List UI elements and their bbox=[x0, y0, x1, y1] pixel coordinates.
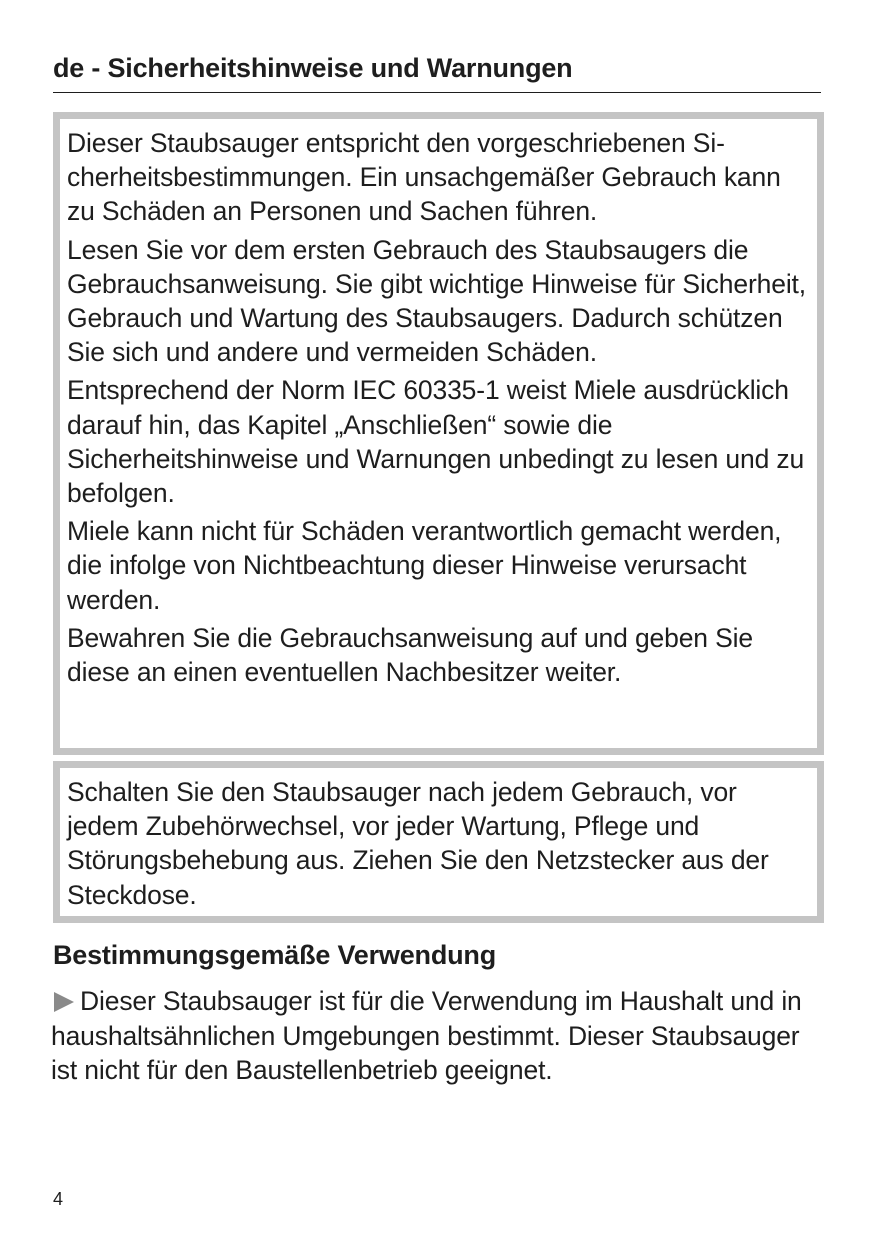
warning-paragraph: Bewahren Sie die Gebrauchsanweisung auf und geben Sie diese an einen eventuellen Nachbesitzer weiter. bbox=[67, 622, 753, 688]
warning-paragraph: Dieser Staubsauger entspricht den vorgeschriebenen Sicherheitsbestimmungen. Ein unsachgemäßer Gebrauch kann zu Schäden an Personen und Sachen führen. bbox=[67, 128, 781, 227]
page-header bbox=[53, 52, 821, 93]
intended-use-item bbox=[51, 984, 826, 1088]
switch-off-box bbox=[53, 761, 824, 923]
intended-use-text: Dieser Staubsauger ist für die Verwendung im Haushalt und in haushaltsähnlichen Umgebungen bestimmt. Dieser Staubsauger ist nicht für den Baustellenbetrieb geeignet. bbox=[51, 986, 802, 1085]
switch-off-paragraph: Schalten Sie den Staubsauger nach jedem Gebrauch, vor jedem Zubehörwechsel, vor jeder Wartung, Pflege und Störungsbehebung aus. Ziehen Sie den Netzstecker aus der Steckdose. bbox=[67, 777, 769, 910]
bullet-triangle-icon bbox=[54, 992, 74, 1012]
warning-paragraph: Lesen Sie vor dem ersten Gebrauch des Staubsaugers die Gebrauchsanweisung. Sie gibt wichtige Hinweise für Sicherheit, Gebrauch und Wartung des Staubsaugers. Dadurch schützen Sie sich und andere und vermeiden Schäden. bbox=[67, 234, 806, 368]
warning-paragraph: Miele kann nicht für Schäden verantwortlich gemacht werden, die infolge von Nichtbeachtung dieser Hinweise verursacht werden. bbox=[67, 516, 782, 615]
warning-box bbox=[53, 112, 824, 755]
warning-paragraph: Entsprechend der Norm IEC 60335-1 weist Miele ausdrücklich darauf hin, das Kapitel „Anschließen“ sowie die Sicherheitshinweise und Warnungen unbedingt zu lesen und zu befolgen. bbox=[67, 375, 805, 509]
intended-use-heading: Bestimmungsgemäße Verwendung bbox=[53, 940, 496, 970]
page-number: 4 bbox=[53, 1189, 64, 1209]
page-title: de - Sicherheitshinweise und Warnungen bbox=[53, 53, 573, 83]
